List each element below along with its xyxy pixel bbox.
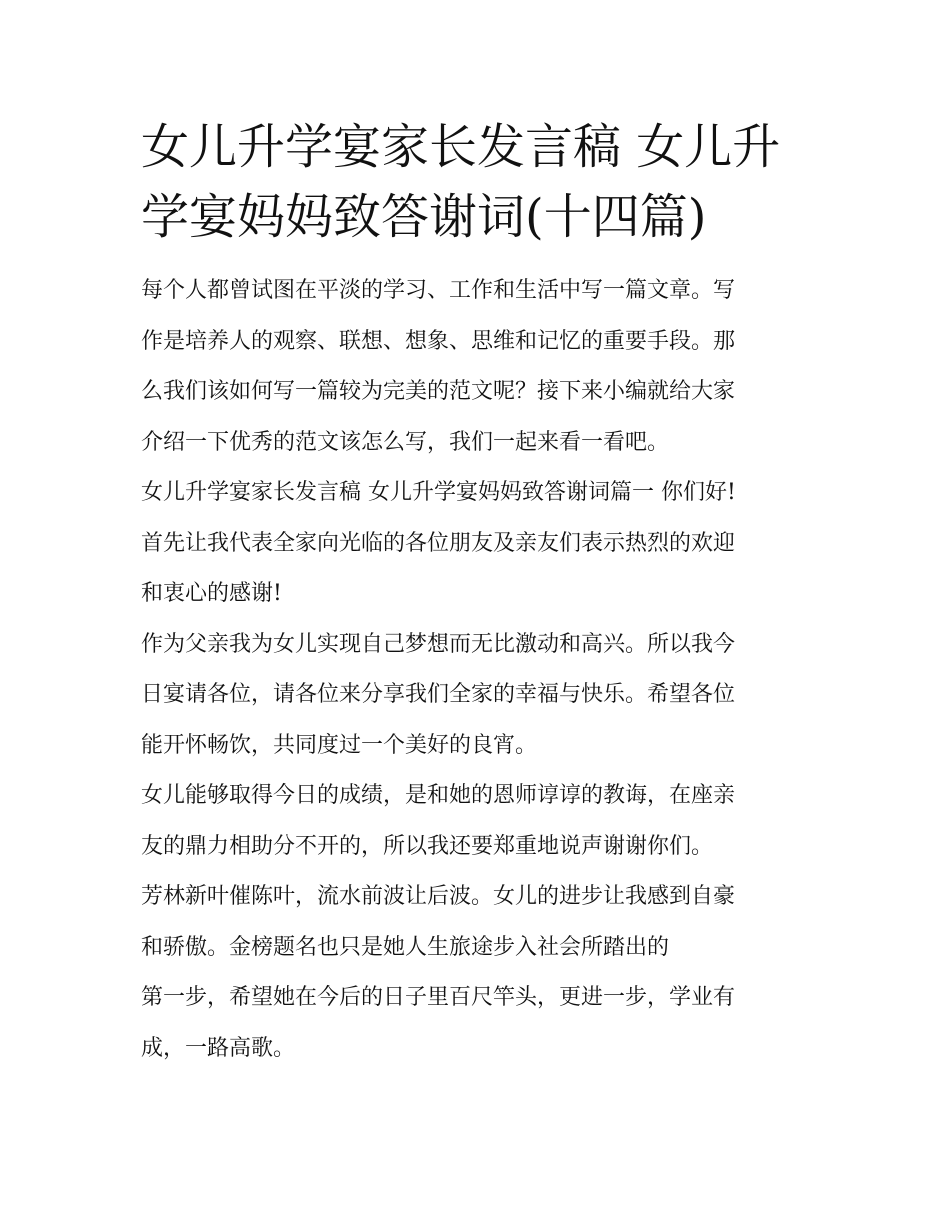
paragraph-father: 作为父亲我为女儿实现自己梦想而无比激动和高兴。所以我今 日宴请各位，请各位来分享我们全家的幸福与快乐。希望各位 能开怀畅饮，共同度过一个美好的良宵。 (141, 631, 736, 758)
document-body (141, 266, 811, 1074)
document-title: 女儿升学宴家长发言稿 女儿升 学宴妈妈致答谢词(十四篇) (141, 119, 781, 245)
paragraph-wishes: 第一步，希望她在今后的日子里百尺竿头，更进一步，学业有 成，一路高歌。 (141, 985, 736, 1061)
paragraph-greeting: 女儿升学宴家长发言稿 女儿升学宴妈妈致答谢词篇一 你们好! 首先让我代表全家向光临的各位朋友及亲友们表示热烈的欢迎 和衷心的感谢! (141, 480, 736, 606)
paragraph-intro: 每个人都曾试图在平淡的学习、工作和生活中写一篇文章。写 作是培养人的观察、联想、想象、思维和记忆的重要手段。那 么我们该如何写一篇较为完美的范文呢？接下来小编就给大家 介绍一下优秀的范文该怎么写，我们一起来看一看吧。 (141, 278, 736, 455)
paragraph-pride: 芳林新叶催陈叶，流水前波让后波。女儿的进步让我感到自豪 和骄傲。金榜题名也只是她人生旅途步入社会所踏出的 (141, 884, 736, 960)
paragraph-thanks: 女儿能够取得今日的成绩，是和她的恩师谆谆的教诲，在座亲 友的鼎力相助分不开的，所以我还要郑重地说声谢谢你们。 (141, 783, 736, 859)
document-page (141, 112, 811, 1074)
